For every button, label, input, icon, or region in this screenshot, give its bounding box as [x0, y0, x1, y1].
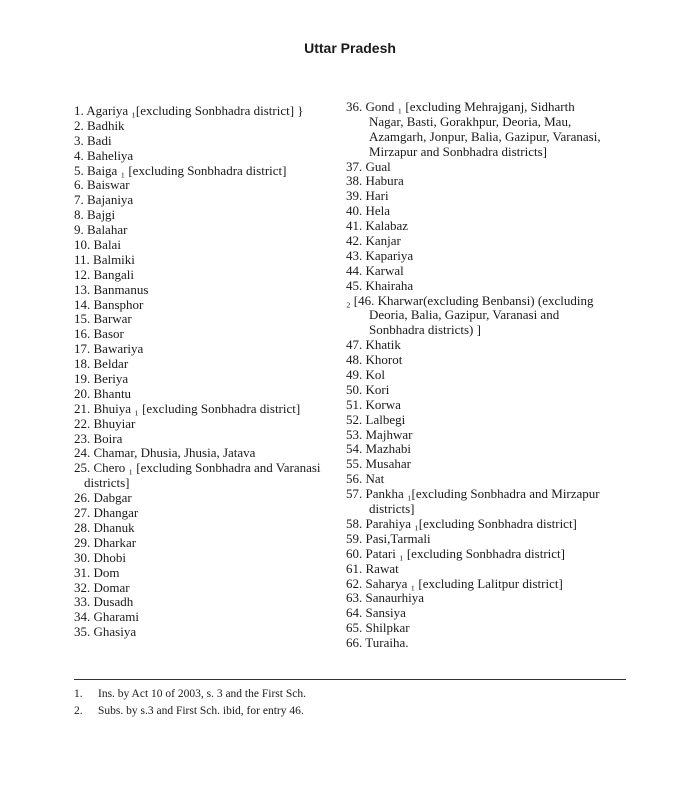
- caste-entry: 28. Dhanuk: [74, 519, 135, 535]
- caste-entry: 29. Dharkar: [74, 534, 137, 550]
- caste-entry: 50. Kori: [346, 381, 390, 397]
- caste-entry: 36. Gond ₁ [excluding Mehrajganj, Sidharth: [346, 99, 575, 114]
- caste-entry: 11. Balmiki: [74, 251, 135, 267]
- caste-entry: 23. Boira: [74, 430, 123, 446]
- caste-entry: 62. Saharya ₁ [excluding Lalitpur district]: [346, 575, 563, 591]
- footnote-text: Ins. by Act 10 of 2003, s. 3 and the First Sch.: [98, 688, 306, 700]
- caste-entry: 1. Agariya ₁[excluding Sonbhadra district] }: [74, 103, 304, 118]
- footnote: [74, 686, 306, 703]
- caste-entry: 55. Musahar: [346, 456, 411, 472]
- caste-entry: 27. Dhangar: [74, 505, 139, 521]
- caste-entry: 4. Baheliya: [74, 147, 134, 163]
- caste-entry: 61. Rawat: [346, 560, 399, 576]
- caste-entry: 39. Hari: [346, 188, 389, 204]
- caste-entry: 25. Chero ₁ [excluding Sonbhadra and Varanasi: [74, 460, 321, 476]
- caste-entry: 66. Turaiha.: [346, 635, 409, 651]
- footnote-number: 1.: [74, 688, 83, 700]
- caste-entry: 59. Pasi,Tarmali: [346, 530, 431, 546]
- left-column: [74, 104, 344, 640]
- caste-entry: 15. Barwar: [74, 311, 132, 327]
- caste-entry: 30. Dhobi: [74, 549, 126, 565]
- footnote-number: 2.: [74, 705, 83, 717]
- caste-entry: 56. Nat: [346, 471, 385, 487]
- caste-entry: 26. Dabgar: [74, 490, 132, 506]
- caste-entry: 6. Baiswar: [74, 177, 130, 193]
- caste-entry: 5. Baiga ₁ [excluding Sonbhadra district]: [74, 162, 287, 178]
- caste-entry: 7. Bajaniya: [74, 192, 134, 208]
- footnotes: [74, 686, 306, 720]
- page-title: Uttar Pradesh: [304, 40, 396, 56]
- caste-entry: 52. Lalbegi: [346, 411, 406, 427]
- caste-entry-continuation: districts]: [84, 475, 130, 491]
- caste-entry: 12. Bangali: [74, 266, 134, 282]
- caste-entry: 64. Sansiya: [346, 605, 406, 621]
- caste-entry: 58. Parahiya ₁[excluding Sonbhadra district]: [346, 515, 577, 531]
- caste-entry: 20. Bhantu: [74, 385, 132, 401]
- caste-entry: 14. Bansphor: [74, 296, 144, 312]
- caste-entry: 31. Dom: [74, 564, 120, 580]
- caste-entry: 24. Chamar, Dhusia, Jhusia, Jatava: [74, 445, 256, 461]
- caste-entry: 32. Domar: [74, 579, 130, 595]
- caste-entry-continuation: Sonbhadra districts) ]: [369, 322, 481, 338]
- caste-entry: 65. Shilpkar: [346, 620, 410, 636]
- caste-entry: 37. Gual: [346, 158, 391, 174]
- caste-entry: 48. Khorot: [346, 352, 403, 368]
- caste-entry: 35. Ghasiya: [74, 624, 137, 640]
- caste-entry: 21. Bhuiya ₁ [excluding Sonbhadra district]: [74, 400, 301, 416]
- caste-entry: 40. Hela: [346, 203, 391, 219]
- caste-entry: 33. Dusadh: [74, 594, 134, 610]
- caste-entry-continuation: Deoria, Balia, Gazipur, Varanasi and: [369, 307, 560, 323]
- caste-entry: 8. Bajgi: [74, 207, 116, 223]
- caste-entry-continuation: Azamgarh, Jonpur, Balia, Gazipur, Varanasi,: [369, 128, 601, 144]
- caste-entry-continuation: Mirzapur and Sonbhadra districts]: [369, 143, 547, 159]
- caste-entry: 9. Balahar: [74, 222, 128, 238]
- caste-entry: 18. Beldar: [74, 356, 129, 372]
- caste-entry: 49. Kol: [346, 367, 385, 383]
- caste-entry: 51. Korwa: [346, 396, 401, 412]
- caste-entry: 47. Khatik: [346, 337, 401, 353]
- caste-entry: 54. Mazhabi: [346, 441, 411, 457]
- footnote-text: Subs. by s.3 and First Sch. ibid, for entry 46.: [98, 705, 304, 717]
- caste-entry: 34. Gharami: [74, 609, 139, 625]
- caste-entry: 17. Bawariya: [74, 341, 144, 357]
- caste-entry: 53. Majhwar: [346, 426, 413, 442]
- caste-entry: 63. Sanaurhiya: [346, 590, 424, 606]
- caste-entry: 43. Kapariya: [346, 247, 414, 263]
- caste-entry: 19. Beriya: [74, 371, 129, 387]
- caste-entry: 57. Pankha ₁[excluding Sonbhadra and Mirzapur: [346, 486, 600, 502]
- caste-entry: 3. Badi: [74, 132, 112, 148]
- caste-entry: 38. Habura: [346, 173, 404, 189]
- caste-entry: 44. Karwal: [346, 262, 404, 278]
- caste-entry: 41. Kalabaz: [346, 218, 409, 234]
- caste-entry: 60. Patari ₁ [excluding Sonbhadra district]: [346, 545, 565, 561]
- caste-entry: 10. Balai: [74, 237, 121, 253]
- footnote: [74, 703, 306, 720]
- caste-entry: 22. Bhuyiar: [74, 415, 136, 431]
- caste-entry: 45. Khairaha: [346, 277, 414, 293]
- caste-entry: 42. Kanjar: [346, 233, 401, 249]
- caste-entry-continuation: districts]: [369, 501, 415, 517]
- right-column: [346, 100, 618, 651]
- caste-entry: ₂ [46. Kharwar(excluding Benbansi) (excluding: [346, 292, 594, 308]
- footnote-divider: [74, 679, 626, 680]
- caste-entry: 2. Badhik: [74, 117, 125, 133]
- caste-entry: 16. Basor: [74, 326, 124, 342]
- caste-entry-continuation: Nagar, Basti, Gorakhpur, Deoria, Mau,: [369, 113, 572, 129]
- caste-entry: 13. Banmanus: [74, 281, 149, 297]
